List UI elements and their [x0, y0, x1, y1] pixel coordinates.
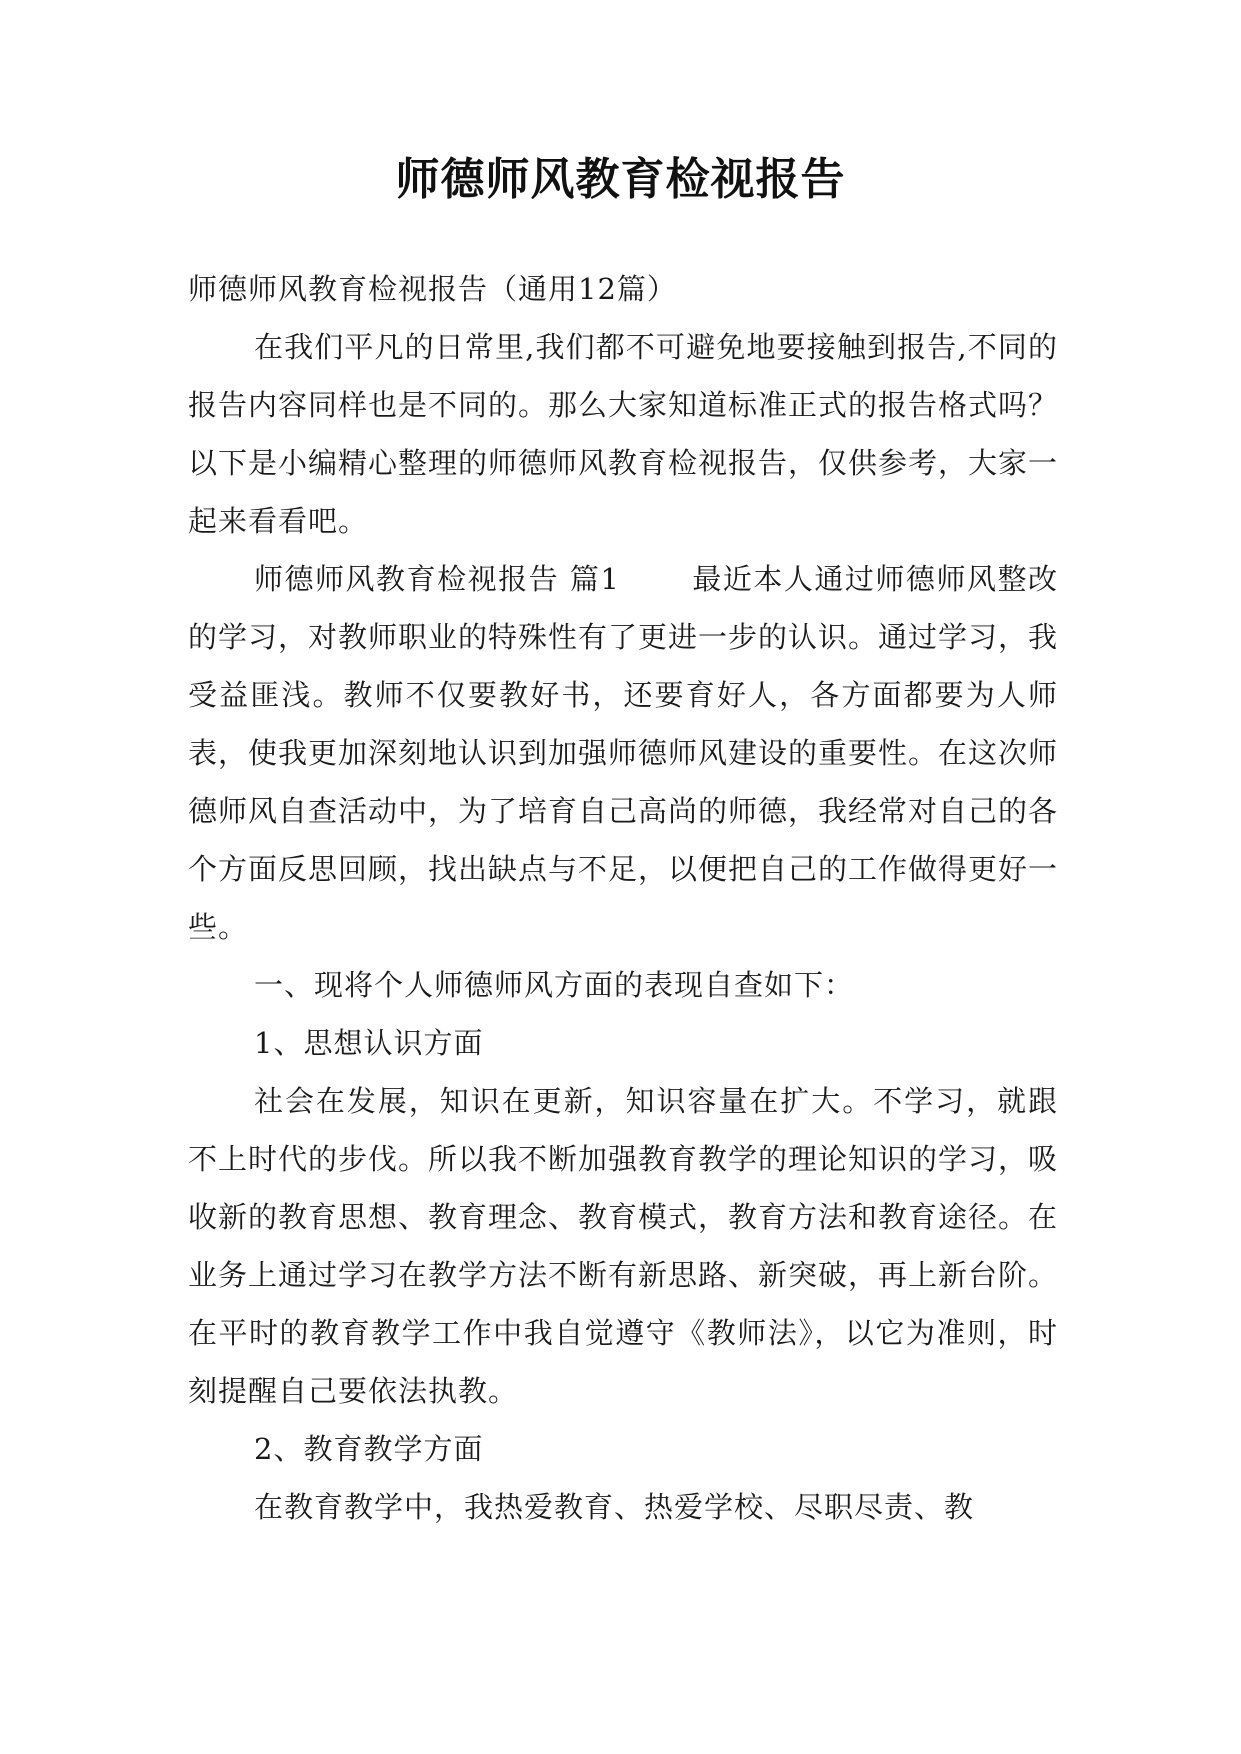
- section-1-text: 最近本人通过师德师风整改的学习，对教师职业的特殊性有了更进一步的认识。通过学习，我受益匪浅。教师不仅要教好书，还要育好人，各方面都要为人师表，使我更加深刻地认识到加强师德师风建设的重要性。在这次师德师风自查活动中，为了培育自己高尚的师德，我经常对自己的各个方面反思回顾，找出缺点与不足，以便把自己的工作做得更好一些。: [188, 562, 1059, 944]
- document-body: [188, 260, 1058, 1536]
- section-1-paragraph: [188, 550, 1058, 956]
- point-1-heading: 一、现将个人师德师风方面的表现自查如下：: [254, 968, 855, 1002]
- document-subtitle: 师德师风教育检视报告（通用12篇）: [188, 272, 677, 306]
- document-title: 师德师风教育检视报告: [395, 154, 846, 205]
- subsection-2-heading: 2、教育教学方面: [254, 1432, 484, 1466]
- subsection-1-heading: 1、思想认识方面: [254, 1026, 484, 1060]
- section-1-heading: 师德师风教育检视报告 篇1: [254, 562, 620, 596]
- subsection-2-text: 在教育教学中，我热爱教育、热爱学校、尽职尽责、教: [254, 1490, 975, 1524]
- subsection-1-text: 社会在发展，知识在更新，知识容量在扩大。不学习，就跟不上时代的步伐。所以我不断加强教育教学的理论知识的学习，吸收新的教育思想、教育理念、教育模式，教育方法和教育途径。在业务上通过学习在教学方法不断有新思路、新突破，再上新台阶。在平时的教育教学工作中我自觉遵守《教师法》，以它为准则，时刻提醒自己要依法执教。: [188, 1084, 1059, 1408]
- intro-paragraph: 在我们平凡的日常里,我们都不可避免地要接触到报告,不同的报告内容同样也是不同的。那么大家知道标准正式的报告格式吗？以下是小编精心整理的师德师风教育检视报告，仅供参考，大家一起来看看吧。: [188, 330, 1059, 538]
